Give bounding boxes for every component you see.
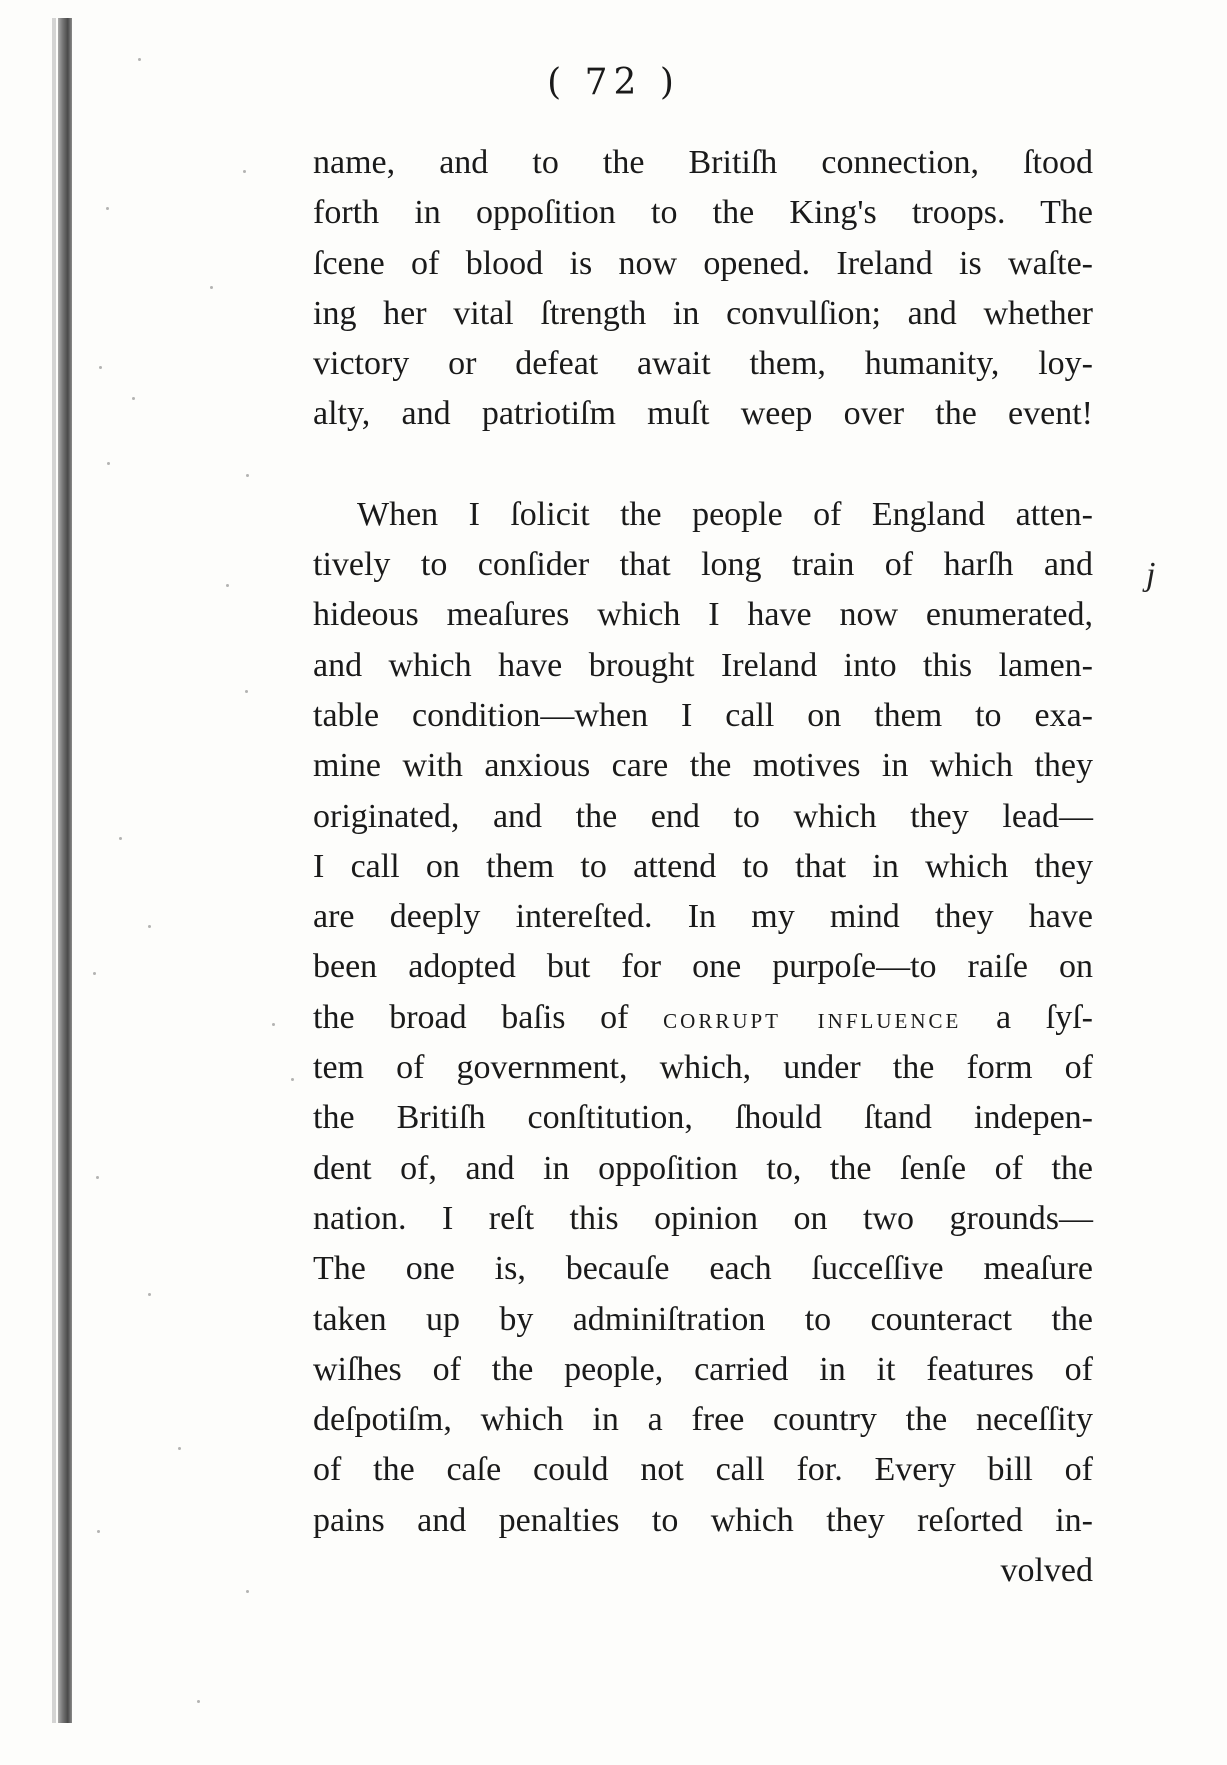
text-fragment: the broad baſis of bbox=[313, 998, 629, 1036]
text-line: wiſhes of the people, carried in it features of bbox=[313, 1350, 1093, 1388]
foxing-speck bbox=[99, 366, 102, 369]
text-line: taken up by adminiſtration to counteract the bbox=[313, 1300, 1093, 1338]
text-line: forth in oppoſition to the King's troops. The bbox=[313, 194, 1093, 232]
foxing-speck bbox=[132, 397, 135, 400]
text-line: table condition—when I call on them to exa- bbox=[313, 696, 1093, 734]
text-line: ing her vital ſtrength in convulſion; and whether bbox=[313, 294, 1093, 332]
small-caps-phrase: corrupt influence bbox=[663, 1001, 962, 1035]
text-line: dent of, and in oppoſition to, the ſenſe of the bbox=[313, 1149, 1093, 1187]
foxing-speck bbox=[107, 462, 110, 465]
page-number: ( 72 ) bbox=[547, 62, 680, 103]
foxing-speck bbox=[197, 1700, 200, 1703]
text-line: originated, and the end to which they lead— bbox=[313, 797, 1093, 835]
foxing-speck bbox=[96, 1176, 99, 1179]
text-line bbox=[313, 993, 1093, 1043]
catchword: volved bbox=[1000, 1552, 1093, 1590]
text-line: victory or defeat await them, humanity, loy- bbox=[313, 345, 1093, 383]
binding-edge bbox=[52, 18, 56, 1723]
text-line: ſcene of blood is now opened. Ireland is waſte- bbox=[313, 244, 1093, 282]
margin-mark: j bbox=[1146, 556, 1156, 593]
foxing-speck bbox=[291, 1078, 294, 1081]
text-line: The one is, becauſe each ſucceſſive meaſure bbox=[313, 1250, 1093, 1288]
foxing-speck bbox=[245, 690, 248, 693]
text-line: nation. I reſt this opinion on two grounds— bbox=[313, 1199, 1093, 1237]
text-line: name, and to the Britiſh connection, ſtood bbox=[313, 144, 1093, 181]
text-line: pains and penalties to which they reſorted in- bbox=[313, 1501, 1093, 1539]
foxing-speck bbox=[106, 207, 109, 210]
text-line: alty, and patriotiſm muſt weep over the event! bbox=[313, 395, 1093, 433]
text-line: tively to conſider that long train of harſh and bbox=[313, 546, 1093, 584]
text-line: tem of government, which, under the form of bbox=[313, 1049, 1093, 1087]
binding-shadow bbox=[58, 18, 72, 1723]
foxing-speck bbox=[97, 1530, 100, 1533]
text-line: hideous meaſures which I have now enumerated, bbox=[313, 596, 1093, 634]
foxing-speck bbox=[148, 1293, 151, 1296]
foxing-speck bbox=[138, 58, 141, 61]
paragraph-gap bbox=[313, 440, 1093, 490]
foxing-speck bbox=[119, 837, 122, 840]
foxing-speck bbox=[93, 972, 96, 975]
foxing-speck bbox=[246, 474, 249, 477]
text-line: are deeply intereſted. In my mind they have bbox=[313, 898, 1093, 936]
foxing-speck bbox=[246, 1590, 249, 1593]
text-line: deſpotiſm, which in a free country the neceſſity bbox=[313, 1401, 1093, 1439]
text-line: I call on them to attend to that in which they bbox=[313, 847, 1093, 885]
foxing-speck bbox=[178, 1447, 181, 1450]
foxing-speck bbox=[243, 170, 246, 173]
text-line: of the caſe could not call for. Every bill of bbox=[313, 1451, 1093, 1489]
text-line: When I ſolicit the people of England atten- bbox=[357, 495, 1093, 533]
text-line: and which have brought Ireland into this lamen- bbox=[313, 646, 1093, 684]
foxing-speck bbox=[226, 584, 229, 587]
foxing-speck bbox=[272, 1023, 275, 1026]
body-text bbox=[313, 138, 1093, 1596]
text-line: the Britiſh conſtitution, ſhould ſtand indepen- bbox=[313, 1099, 1093, 1137]
foxing-speck bbox=[148, 925, 151, 928]
foxing-speck bbox=[210, 286, 213, 289]
text-line: been adopted but for one purpoſe—to raiſe on bbox=[313, 948, 1093, 986]
text-fragment: a ſyſ- bbox=[996, 998, 1093, 1036]
text-line: mine with anxious care the motives in which they bbox=[313, 747, 1093, 785]
